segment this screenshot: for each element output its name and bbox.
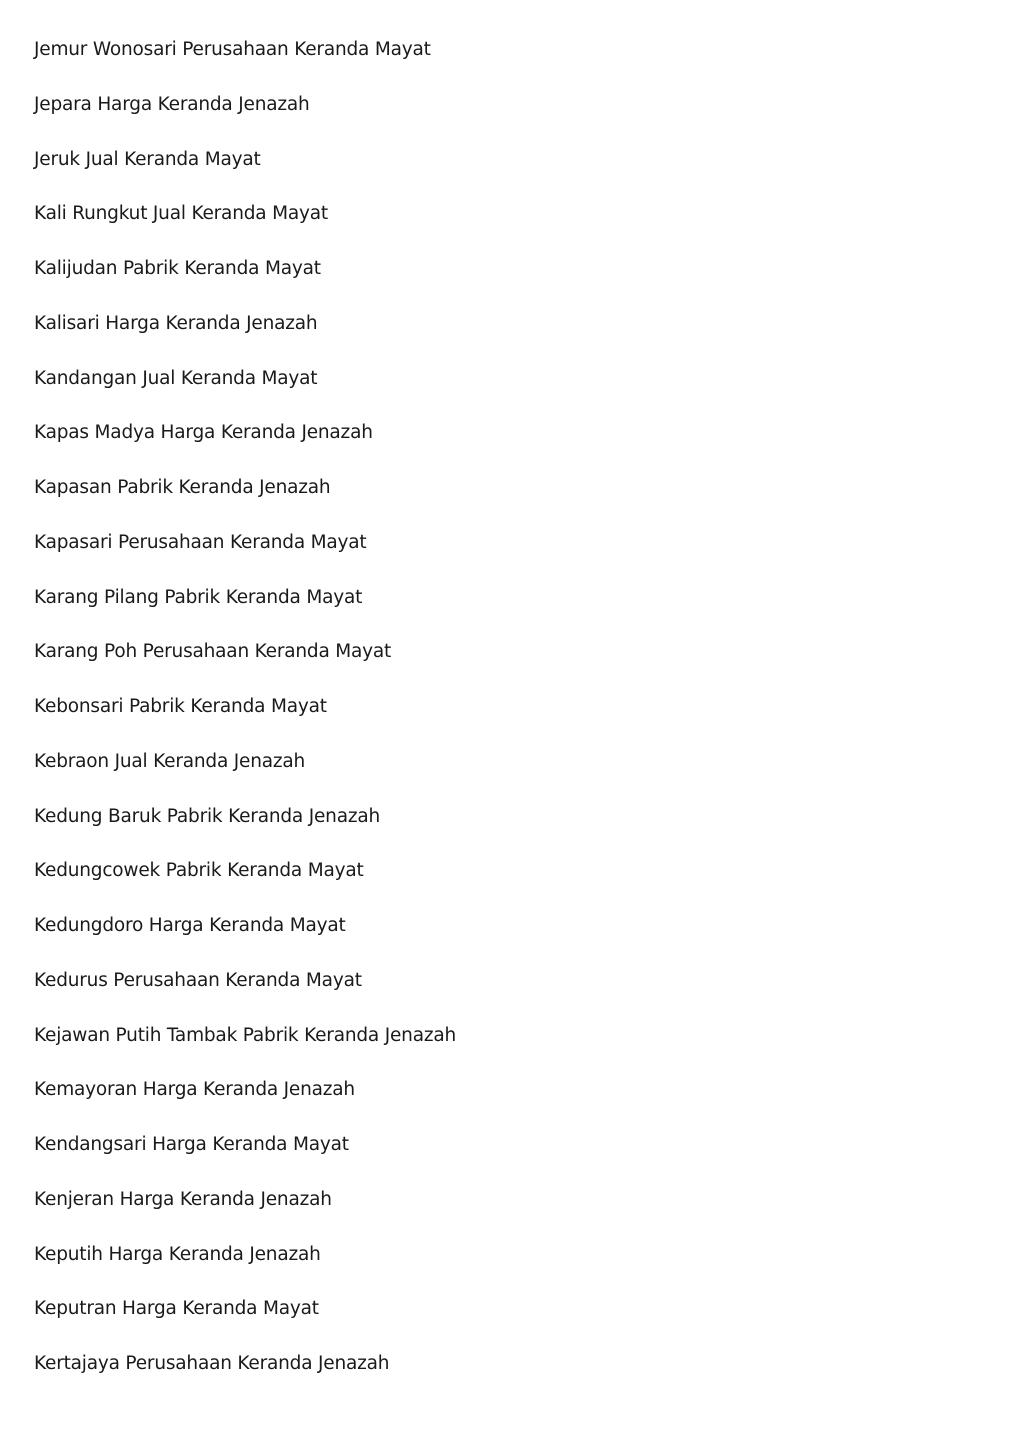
list-item: Keputih Harga Keranda Jenazah <box>34 1243 321 1265</box>
list-item: Jemur Wonosari Perusahaan Keranda Mayat <box>34 39 431 60</box>
list-item: Kedungcowek Pabrik Keranda Mayat <box>34 860 364 882</box>
list-item: Kapas Madya Harga Keranda Jenazah <box>34 422 373 444</box>
list-item: Kalisari Harga Keranda Jenazah <box>34 312 318 334</box>
list-item: Kali Rungkut Jual Keranda Mayat <box>34 203 328 225</box>
list-item: Karang Poh Perusahaan Keranda Mayat <box>34 641 392 663</box>
list-item: Kenjeran Harga Keranda Jenazah <box>34 1188 332 1210</box>
list-item: Kertajaya Perusahaan Keranda Jenazah <box>34 1353 390 1374</box>
entry-list <box>34 35 974 1404</box>
list-item: Kebraon Jual Keranda Jenazah <box>34 750 306 772</box>
list-item: Kalijudan Pabrik Keranda Mayat <box>34 258 321 279</box>
list-item: Kapasari Perusahaan Keranda Mayat <box>34 531 367 553</box>
list-item: Kedungdoro Harga Keranda Mayat <box>34 915 346 936</box>
list-item: Jepara Harga Keranda Jenazah <box>34 93 310 115</box>
list-item: Kemayoran Harga Keranda Jenazah <box>34 1079 355 1101</box>
list-item: Kandangan Jual Keranda Mayat <box>34 367 318 389</box>
list-item: Kebonsari Pabrik Keranda Mayat <box>34 696 327 717</box>
list-item: Keputran Harga Keranda Mayat <box>34 1298 319 1320</box>
list-item: Kapasan Pabrik Keranda Jenazah <box>34 477 331 498</box>
list-item: Kedurus Perusahaan Keranda Mayat <box>34 969 362 991</box>
list-item: Jeruk Jual Keranda Mayat <box>34 148 261 170</box>
list-item: Kedung Baruk Pabrik Keranda Jenazah <box>34 805 380 827</box>
list-item: Kejawan Putih Tambak Pabrik Keranda Jenazah <box>34 1024 457 1046</box>
list-item: Kendangsari Harga Keranda Mayat <box>34 1134 349 1155</box>
list-item: Karang Pilang Pabrik Keranda Mayat <box>34 586 363 608</box>
